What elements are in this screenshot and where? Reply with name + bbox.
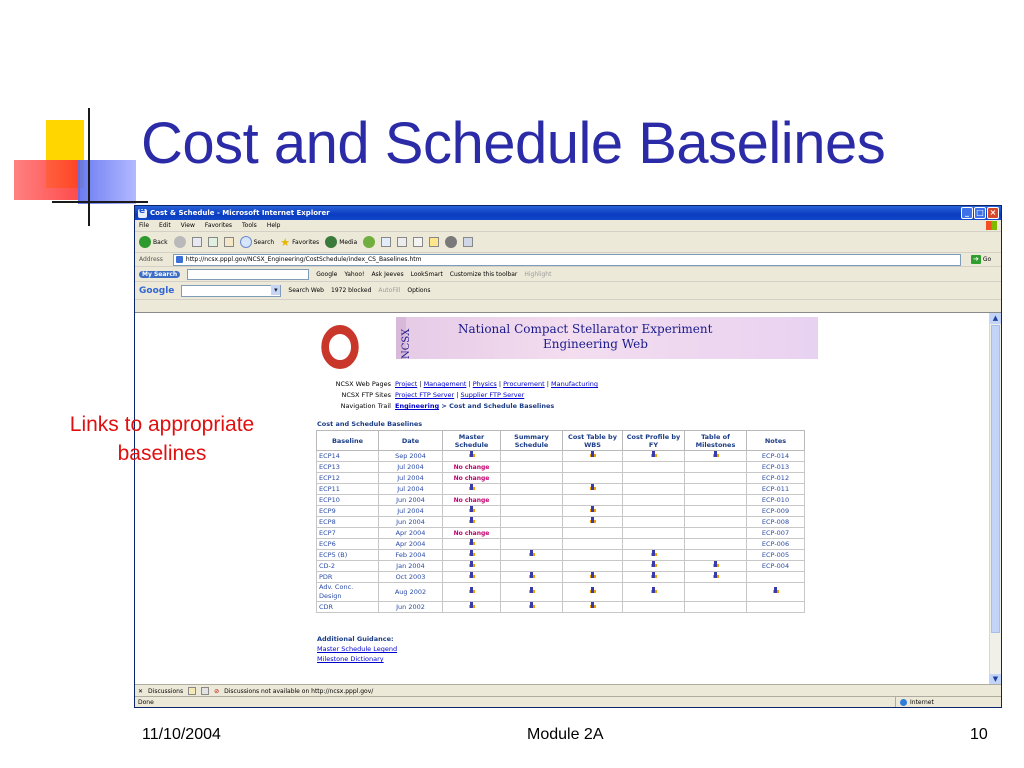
link-manufacturing[interactable]: Manufacturing xyxy=(550,380,599,388)
link-project[interactable]: Project xyxy=(395,380,418,388)
cell-cost-table-wbs xyxy=(563,528,623,539)
menu-favorites[interactable]: Favorites xyxy=(204,222,233,229)
header-cost-table-wbs: Cost Table by WBS xyxy=(563,431,623,451)
cell-cost-table-wbs[interactable] xyxy=(563,583,623,602)
header-date: Date xyxy=(379,431,443,451)
cell-cost-table-wbs[interactable] xyxy=(563,602,623,613)
cell-cost-profile-fy[interactable] xyxy=(623,451,685,462)
cell-notes[interactable] xyxy=(747,583,805,602)
table-row xyxy=(317,528,805,539)
google-toolbar xyxy=(135,282,1001,300)
cell-summary-schedule xyxy=(501,462,563,473)
cell-cost-profile-fy[interactable] xyxy=(623,572,685,583)
menu-file[interactable]: File xyxy=(139,222,150,229)
zone-label: Internet xyxy=(910,699,934,706)
cell-notes[interactable]: ECP-012 xyxy=(747,473,805,484)
go-button[interactable] xyxy=(971,255,991,264)
scroll-thumb[interactable] xyxy=(991,325,1000,633)
cell-baseline: PDR xyxy=(317,572,379,583)
cell-master-schedule[interactable] xyxy=(443,451,501,462)
search-label: Search xyxy=(253,238,275,246)
maximize-button[interactable]: □ xyxy=(974,207,986,219)
address-label: Address xyxy=(139,256,163,263)
cell-table-of-milestones xyxy=(685,484,747,495)
cell-notes[interactable]: ECP-008 xyxy=(747,517,805,528)
home-button[interactable] xyxy=(224,237,234,247)
scroll-up-button[interactable]: ▲ xyxy=(990,313,1001,324)
search-icon xyxy=(240,236,252,248)
cell-cost-profile-fy xyxy=(623,462,685,473)
table-row xyxy=(317,473,805,484)
download-link-icon[interactable] xyxy=(650,561,658,568)
ie-icon xyxy=(138,209,147,218)
cell-baseline: ECP11 xyxy=(317,484,379,495)
cell-cost-profile-fy[interactable] xyxy=(623,550,685,561)
header-table-of-milestones: Table of Milestones xyxy=(685,431,747,451)
link-engineering[interactable]: Engineering xyxy=(395,402,440,410)
cell-summary-schedule xyxy=(501,495,563,506)
cell-date: Oct 2003 xyxy=(379,572,443,583)
cell-summary-schedule xyxy=(501,473,563,484)
download-link-icon[interactable] xyxy=(589,517,597,524)
cell-baseline: ECP14 xyxy=(317,451,379,462)
menu-tools[interactable]: Tools xyxy=(242,222,257,229)
table-header-row xyxy=(317,431,805,451)
guidance-title: Additional Guidance: xyxy=(317,635,394,643)
research-button[interactable] xyxy=(463,237,473,247)
cell-table-of-milestones[interactable] xyxy=(685,451,747,462)
no-change-label: No change xyxy=(453,529,490,537)
table-row xyxy=(317,572,805,583)
cell-notes xyxy=(747,602,805,613)
cell-table-of-milestones xyxy=(685,550,747,561)
cell-summary-schedule xyxy=(501,561,563,572)
cell-summary-schedule xyxy=(501,528,563,539)
back-button[interactable] xyxy=(139,236,168,248)
cell-summary-schedule xyxy=(501,539,563,550)
cell-cost-profile-fy xyxy=(623,484,685,495)
baselines-table xyxy=(316,430,805,613)
standard-toolbar xyxy=(135,232,1001,253)
cell-baseline: ECP12 xyxy=(317,473,379,484)
table-row xyxy=(317,561,805,572)
cell-date: Jan 2004 xyxy=(379,561,443,572)
menu-edit[interactable]: Edit xyxy=(159,222,171,229)
google-search-input[interactable] xyxy=(181,285,281,297)
cell-notes[interactable]: ECP-004 xyxy=(747,561,805,572)
looksmart-button[interactable]: LookSmart xyxy=(410,270,443,278)
history-button[interactable] xyxy=(363,236,375,248)
cell-table-of-milestones[interactable] xyxy=(685,561,747,572)
cell-master-schedule xyxy=(443,528,501,539)
cell-summary-schedule[interactable] xyxy=(501,583,563,602)
download-link-icon[interactable] xyxy=(650,451,658,458)
cell-master-schedule[interactable] xyxy=(443,561,501,572)
link-physics[interactable]: Physics xyxy=(472,380,497,388)
download-link-icon[interactable] xyxy=(650,550,658,557)
cell-cost-table-wbs[interactable] xyxy=(563,517,623,528)
download-link-icon[interactable] xyxy=(589,506,597,513)
ncsx-logo xyxy=(321,325,358,369)
cell-cost-profile-fy xyxy=(623,506,685,517)
cell-master-schedule[interactable] xyxy=(443,602,501,613)
favorites-button[interactable] xyxy=(280,236,319,249)
cell-baseline: ECP6 xyxy=(317,539,379,550)
cell-cost-table-wbs[interactable] xyxy=(563,451,623,462)
back-label: Back xyxy=(153,238,168,246)
decor-vertical-line xyxy=(88,108,90,226)
ask-jeeves-button[interactable]: Ask Jeeves xyxy=(371,270,404,278)
security-zone xyxy=(895,697,934,708)
customize-toolbar-button[interactable]: Customize this toolbar xyxy=(449,270,518,278)
download-link-icon[interactable] xyxy=(589,451,597,458)
link-management[interactable]: Management xyxy=(423,380,467,388)
menu-view[interactable]: View xyxy=(180,222,195,229)
download-link-icon[interactable] xyxy=(468,572,476,579)
edit-button[interactable] xyxy=(413,237,423,247)
windows-logo-icon xyxy=(986,221,997,230)
download-link-icon[interactable] xyxy=(528,550,536,557)
cell-baseline: ECP10 xyxy=(317,495,379,506)
cell-baseline: ECP9 xyxy=(317,506,379,517)
cell-cost-profile-fy xyxy=(623,473,685,484)
table-row xyxy=(317,484,805,495)
download-link-icon[interactable] xyxy=(528,602,536,609)
discussion-tool-icon-2[interactable] xyxy=(201,687,209,695)
decor-red-square xyxy=(14,160,80,200)
messenger-button[interactable] xyxy=(445,236,457,248)
close-discussions-icon[interactable]: ✕ xyxy=(138,687,144,695)
discussions-button[interactable]: Discussions xyxy=(148,687,184,695)
link-master-schedule-legend[interactable]: Master Schedule Legend xyxy=(317,645,398,653)
cell-cost-profile-fy xyxy=(623,528,685,539)
cell-date: Apr 2004 xyxy=(379,539,443,550)
cell-master-schedule[interactable] xyxy=(443,572,501,583)
table-row xyxy=(317,506,805,517)
cell-notes[interactable]: ECP-013 xyxy=(747,462,805,473)
autofill-button[interactable]: AutoFill xyxy=(378,287,401,294)
cell-master-schedule[interactable] xyxy=(443,550,501,561)
cell-table-of-milestones xyxy=(685,602,747,613)
no-change-label: No change xyxy=(453,463,490,471)
slide-title: Cost and Schedule Baselines xyxy=(141,111,886,176)
cell-summary-schedule xyxy=(501,506,563,517)
cell-cost-profile-fy xyxy=(623,539,685,550)
cell-notes[interactable]: ECP-005 xyxy=(747,550,805,561)
cell-cost-table-wbs xyxy=(563,495,623,506)
download-link-icon[interactable] xyxy=(712,451,720,458)
search-button[interactable] xyxy=(240,236,275,248)
cell-summary-schedule xyxy=(501,484,563,495)
media-button[interactable] xyxy=(325,236,357,248)
cell-baseline: ECP7 xyxy=(317,528,379,539)
close-button[interactable]: × xyxy=(987,207,999,219)
options-button[interactable]: Options xyxy=(407,287,431,294)
callout-text: Links to appropriate baselines xyxy=(69,413,255,465)
download-link-icon[interactable] xyxy=(468,484,476,491)
no-entry-icon: ⊘ xyxy=(214,687,220,695)
globe-icon xyxy=(900,699,907,706)
cell-summary-schedule xyxy=(501,451,563,462)
link-project-ftp[interactable]: Project FTP Server xyxy=(395,391,455,399)
cell-date: Feb 2004 xyxy=(379,550,443,561)
header-summary-schedule: Summary Schedule xyxy=(501,431,563,451)
cell-date: Jun 2002 xyxy=(379,602,443,613)
cell-notes xyxy=(747,572,805,583)
cell-master-schedule[interactable] xyxy=(443,583,501,602)
discussions-message: Discussions not available on http://ncsx.pppl.gov/ xyxy=(224,687,374,695)
download-link-icon[interactable] xyxy=(468,517,476,524)
download-link-icon[interactable] xyxy=(589,587,597,594)
cell-notes[interactable]: ECP-009 xyxy=(747,506,805,517)
download-link-icon[interactable] xyxy=(468,602,476,609)
cell-master-schedule[interactable] xyxy=(443,539,501,550)
cell-table-of-milestones xyxy=(685,495,747,506)
cell-cost-profile-fy[interactable] xyxy=(623,561,685,572)
download-link-icon[interactable] xyxy=(528,587,536,594)
ncsx-banner xyxy=(318,317,808,360)
download-link-icon[interactable] xyxy=(589,572,597,579)
download-link-icon[interactable] xyxy=(589,602,597,609)
cell-table-of-milestones xyxy=(685,539,747,550)
cell-cost-profile-fy xyxy=(623,602,685,613)
cell-baseline: ECP5 (B) xyxy=(317,550,379,561)
cell-table-of-milestones xyxy=(685,506,747,517)
cell-cost-table-wbs xyxy=(563,539,623,550)
cell-baseline: ECP8 xyxy=(317,517,379,528)
print-button[interactable] xyxy=(397,237,407,247)
site-navigation: NCSX Web Pages Project | Management | Physics | Procurement | Manufacturing NCSX FTP Sites Project FTP Server | Supplier FTP Server Navigation Trail Engineering > Cost and Schedule Baselines xyxy=(283,379,598,412)
header-baseline: Baseline xyxy=(317,431,379,451)
table-row xyxy=(317,583,805,602)
yahoo-search-input[interactable] xyxy=(187,269,309,280)
window-title: Cost & Schedule - Microsoft Internet Explorer xyxy=(150,209,330,217)
stop-button[interactable] xyxy=(192,237,202,247)
back-arrow-icon xyxy=(139,236,151,248)
highlight-button[interactable]: Highlight xyxy=(524,270,552,278)
download-link-icon[interactable] xyxy=(528,572,536,579)
link-supplier-ftp[interactable]: Supplier FTP Server xyxy=(460,391,525,399)
cell-table-of-milestones[interactable] xyxy=(685,572,747,583)
refresh-button[interactable] xyxy=(208,237,218,247)
my-search-button[interactable]: My Search xyxy=(139,271,180,278)
cell-baseline: CDR xyxy=(317,602,379,613)
download-link-icon[interactable] xyxy=(772,587,780,594)
table-row xyxy=(317,495,805,506)
status-text: Done xyxy=(138,699,154,706)
download-link-icon[interactable] xyxy=(650,572,658,579)
ftp-sites-label: NCSX FTP Sites xyxy=(341,391,391,399)
download-link-icon[interactable] xyxy=(712,572,720,579)
address-bar xyxy=(135,253,1001,267)
cell-cost-table-wbs[interactable] xyxy=(563,484,623,495)
cell-master-schedule xyxy=(443,495,501,506)
cell-baseline: CD-2 xyxy=(317,561,379,572)
cell-baseline: Adv. Conc. Design xyxy=(317,583,379,602)
mail-button[interactable] xyxy=(381,237,391,247)
web-pages-label: NCSX Web Pages xyxy=(335,380,391,388)
cell-date: Jun 2004 xyxy=(379,517,443,528)
address-input[interactable]: http://ncsx.pppl.gov/NCSX_Engineering/CostSchedule/index_CS_Baselines.htm xyxy=(173,254,961,266)
go-arrow-icon: ➔ xyxy=(971,255,981,264)
cell-date: Aug 2002 xyxy=(379,583,443,602)
cell-table-of-milestones xyxy=(685,583,747,602)
header-cost-profile-fy: Cost Profile by FY xyxy=(623,431,685,451)
cell-date: Jul 2004 xyxy=(379,506,443,517)
cell-table-of-milestones xyxy=(685,517,747,528)
cell-cost-table-wbs xyxy=(563,561,623,572)
link-milestone-dictionary[interactable]: Milestone Dictionary xyxy=(317,655,384,663)
cell-cost-table-wbs[interactable] xyxy=(563,506,623,517)
footer-date: 11/10/2004 xyxy=(142,726,221,743)
cell-notes[interactable]: ECP-011 xyxy=(747,484,805,495)
table-row xyxy=(317,602,805,613)
status-bar xyxy=(135,696,1002,708)
baselines-table-title: Cost and Schedule Baselines xyxy=(317,420,423,428)
download-link-icon[interactable] xyxy=(468,550,476,557)
download-link-icon[interactable] xyxy=(468,451,476,458)
download-link-icon[interactable] xyxy=(468,539,476,546)
cell-cost-table-wbs[interactable] xyxy=(563,572,623,583)
header-master-schedule: Master Schedule xyxy=(443,431,501,451)
footer-module: Module 2A xyxy=(527,726,604,743)
table-row xyxy=(317,539,805,550)
cell-cost-table-wbs xyxy=(563,462,623,473)
cell-master-schedule[interactable] xyxy=(443,484,501,495)
discussion-tool-icon[interactable] xyxy=(188,687,196,695)
download-link-icon[interactable] xyxy=(589,484,597,491)
media-label: Media xyxy=(339,238,358,246)
cell-cost-profile-fy xyxy=(623,495,685,506)
cell-table-of-milestones xyxy=(685,462,747,473)
header-notes: Notes xyxy=(747,431,805,451)
banner-title-line1: National Compact Stellarator Experiment xyxy=(458,322,713,336)
star-icon: ★ xyxy=(280,235,291,249)
vertical-scrollbar[interactable] xyxy=(989,313,1001,685)
browser-titlebar xyxy=(135,206,1001,220)
folder-button[interactable] xyxy=(429,237,439,247)
cell-notes[interactable]: ECP-014 xyxy=(747,451,805,462)
popup-blocked-count[interactable]: 1972 blocked xyxy=(331,287,372,294)
cell-notes[interactable]: ECP-010 xyxy=(747,495,805,506)
cell-summary-schedule[interactable] xyxy=(501,572,563,583)
no-change-label: No change xyxy=(453,474,490,482)
table-row xyxy=(317,517,805,528)
cell-date: Sep 2004 xyxy=(379,451,443,462)
table-row xyxy=(317,462,805,473)
favorites-label: Favorites xyxy=(292,238,320,246)
cell-summary-schedule[interactable] xyxy=(501,602,563,613)
cell-summary-schedule xyxy=(501,517,563,528)
download-link-icon[interactable] xyxy=(468,587,476,594)
cell-notes[interactable]: ECP-006 xyxy=(747,539,805,550)
google-engine-button[interactable]: Google xyxy=(316,270,338,278)
cell-notes[interactable]: ECP-007 xyxy=(747,528,805,539)
footer-page-number: 10 xyxy=(970,726,988,743)
search-web-button[interactable]: Search Web xyxy=(288,287,324,294)
table-row xyxy=(317,550,805,561)
yahoo-engine-button[interactable]: Yahoo! xyxy=(344,270,365,278)
download-link-icon[interactable] xyxy=(650,587,658,594)
cell-cost-table-wbs xyxy=(563,473,623,484)
forward-button[interactable] xyxy=(174,236,186,248)
cell-table-of-milestones xyxy=(685,473,747,484)
cell-summary-schedule[interactable] xyxy=(501,550,563,561)
cell-date: Jul 2004 xyxy=(379,462,443,473)
menu-bar xyxy=(135,220,1001,232)
download-link-icon[interactable] xyxy=(468,506,476,513)
cell-cost-profile-fy[interactable] xyxy=(623,583,685,602)
banner-ncsx-text: NCSX xyxy=(401,328,412,359)
cell-master-schedule[interactable] xyxy=(443,517,501,528)
nav-current: > Cost and Schedule Baselines xyxy=(441,402,555,410)
banner-title-line2: Engineering Web xyxy=(543,337,648,351)
media-icon xyxy=(325,236,337,248)
cell-cost-table-wbs xyxy=(563,550,623,561)
cell-master-schedule xyxy=(443,462,501,473)
table-row xyxy=(317,451,805,462)
decor-blue-square xyxy=(78,160,136,204)
cell-date: Apr 2004 xyxy=(379,528,443,539)
cell-date: Jun 2004 xyxy=(379,495,443,506)
yahoo-toolbar xyxy=(135,267,1001,282)
no-change-label: No change xyxy=(453,496,490,504)
go-label: Go xyxy=(982,256,992,263)
cell-table-of-milestones xyxy=(685,528,747,539)
additional-guidance xyxy=(317,634,397,664)
cell-baseline: ECP13 xyxy=(317,462,379,473)
download-link-icon[interactable] xyxy=(468,561,476,568)
cell-master-schedule xyxy=(443,473,501,484)
cell-master-schedule[interactable] xyxy=(443,506,501,517)
page-content xyxy=(135,312,1001,685)
cell-date: Jul 2004 xyxy=(379,484,443,495)
google-logo[interactable]: Google xyxy=(139,285,175,296)
cell-cost-profile-fy xyxy=(623,517,685,528)
scroll-down-button[interactable]: ▼ xyxy=(990,674,1001,685)
nav-trail-label: Navigation Trail xyxy=(340,402,391,410)
decor-horizontal-line xyxy=(52,201,148,203)
minimize-button[interactable]: _ xyxy=(961,207,973,219)
download-link-icon[interactable] xyxy=(712,561,720,568)
link-procurement[interactable]: Procurement xyxy=(503,380,545,388)
menu-help[interactable]: Help xyxy=(266,222,281,229)
cell-date: Jul 2004 xyxy=(379,473,443,484)
